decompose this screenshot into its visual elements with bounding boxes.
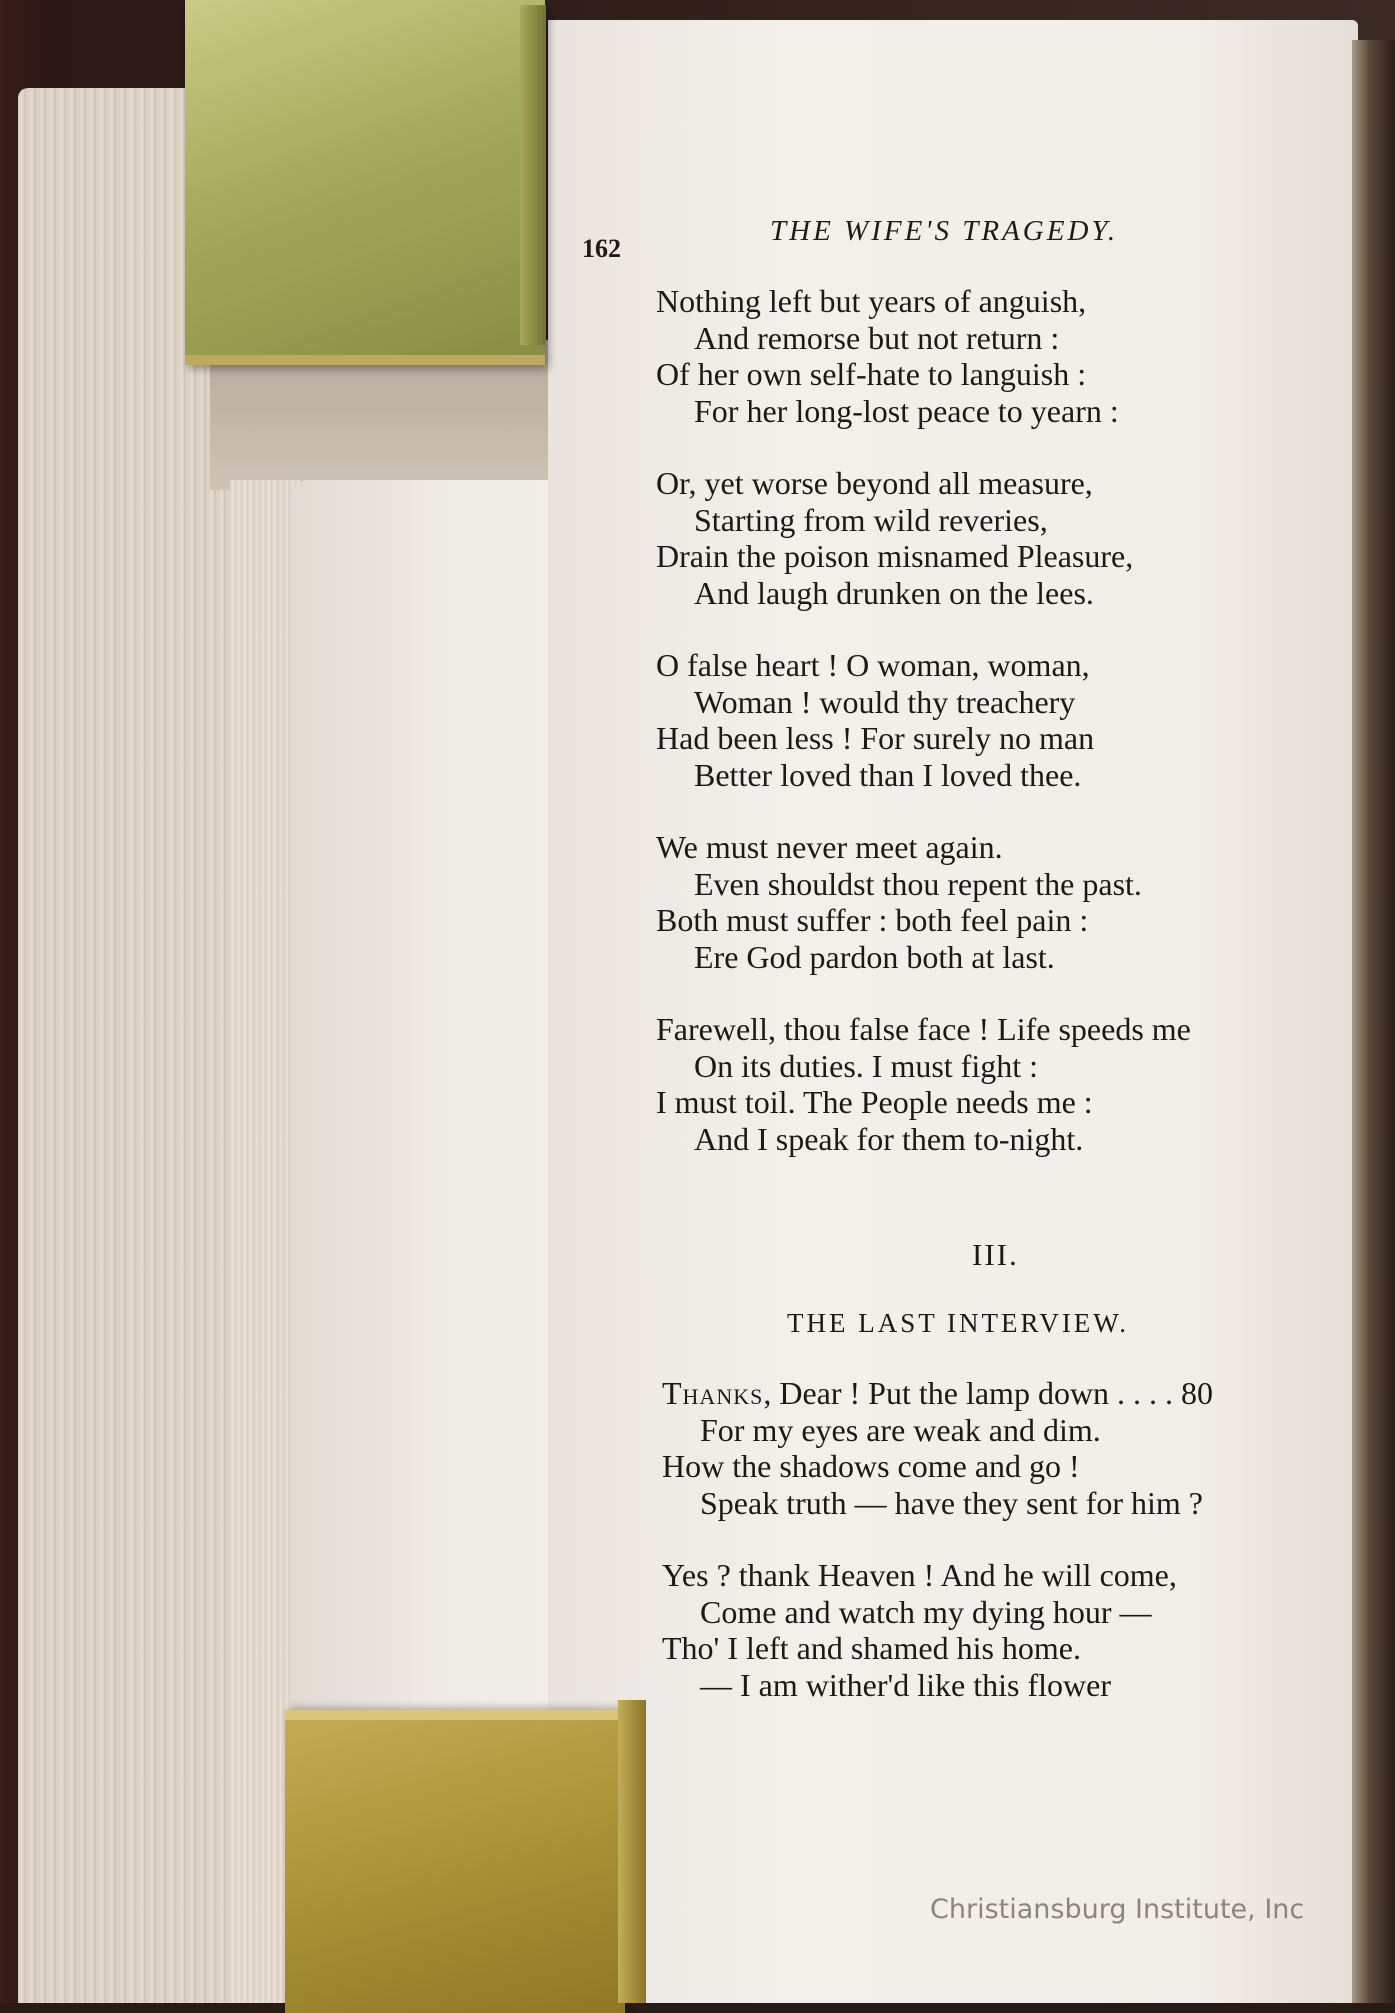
watermark: Christiansburg Institute, Inc [930,1894,1305,1925]
first-line [662,1375,1352,1412]
poem-line: Both must suffer : both feel pain : [656,902,1089,938]
poem-line: Yes ? thank Heaven ! And he will come, [662,1557,1177,1593]
poem-line: And laugh drunken on the lees. [694,574,1094,611]
poem-line: Speak truth — have they sent for him ? [700,1484,1203,1521]
stanza [656,829,1336,975]
poem-line: On its duties. I must fight : [694,1047,1038,1084]
bottom-page-tab [285,1710,625,2013]
poem-line: Of her own self-hate to languish : [656,356,1087,392]
poem-line: Ere God pardon both at last. [694,938,1055,975]
poem-line: Nothing left but years of anguish, [656,283,1087,319]
poem-part-two [656,283,1336,1193]
poem-line: Farewell, thou false face ! Life speeds me [656,1011,1191,1047]
bottom-page-tab-side [618,1700,646,2003]
poem-line: Woman ! would thy treachery [694,683,1076,720]
poem-line: Had been less ! For surely no man [656,720,1095,756]
poem-line: We must never meet again. [656,829,1003,865]
poem-line: Come and watch my dying hour — [700,1593,1152,1630]
poem-line: Drain the poison misnamed Pleasure, [656,538,1134,574]
page-gutter-edge [1352,40,1395,2003]
stanza [656,465,1336,611]
poem-line: And remorse but not return : [694,319,1060,356]
first-word: Thanks [662,1375,764,1411]
stanza [656,647,1336,793]
stanza [656,1011,1336,1157]
section-numeral: III. [972,1237,1019,1272]
stanza [656,283,1336,429]
poem-line: And I speak for them to-night. [694,1120,1084,1157]
running-head: THE WIFE'S TRAGEDY. [770,215,1119,247]
poem-line: For my eyes are weak and dim. [700,1411,1101,1448]
top-page-tab [185,0,545,365]
first-line-rest: , Dear ! Put the lamp down . . . . 80 [763,1375,1214,1411]
poem-part-three [662,1375,1352,1739]
poem-line: O false heart ! O woman, woman, [656,647,1090,683]
poem-line: Even shouldst thou repent the past. [694,865,1142,902]
poem-line: I must toil. The People needs me : [656,1084,1093,1120]
poem-line: Tho' I left and shamed his home. [662,1630,1081,1666]
poem-line: — I am wither'd like this flower [700,1666,1111,1703]
stanza [662,1375,1352,1521]
poem-line: Better loved than I loved thee. [694,756,1082,793]
top-page-tab-side [520,5,546,345]
poem-line: For her long-lost peace to yearn : [694,392,1119,429]
stanza [662,1557,1352,1703]
poem-line: How the shadows come and go ! [662,1448,1080,1484]
page-number: 162 [582,234,621,263]
poem-line: Starting from wild reveries, [694,501,1048,538]
poem-line: Or, yet worse beyond all measure, [656,465,1093,501]
section-title: THE LAST INTERVIEW. [787,1308,1130,1338]
